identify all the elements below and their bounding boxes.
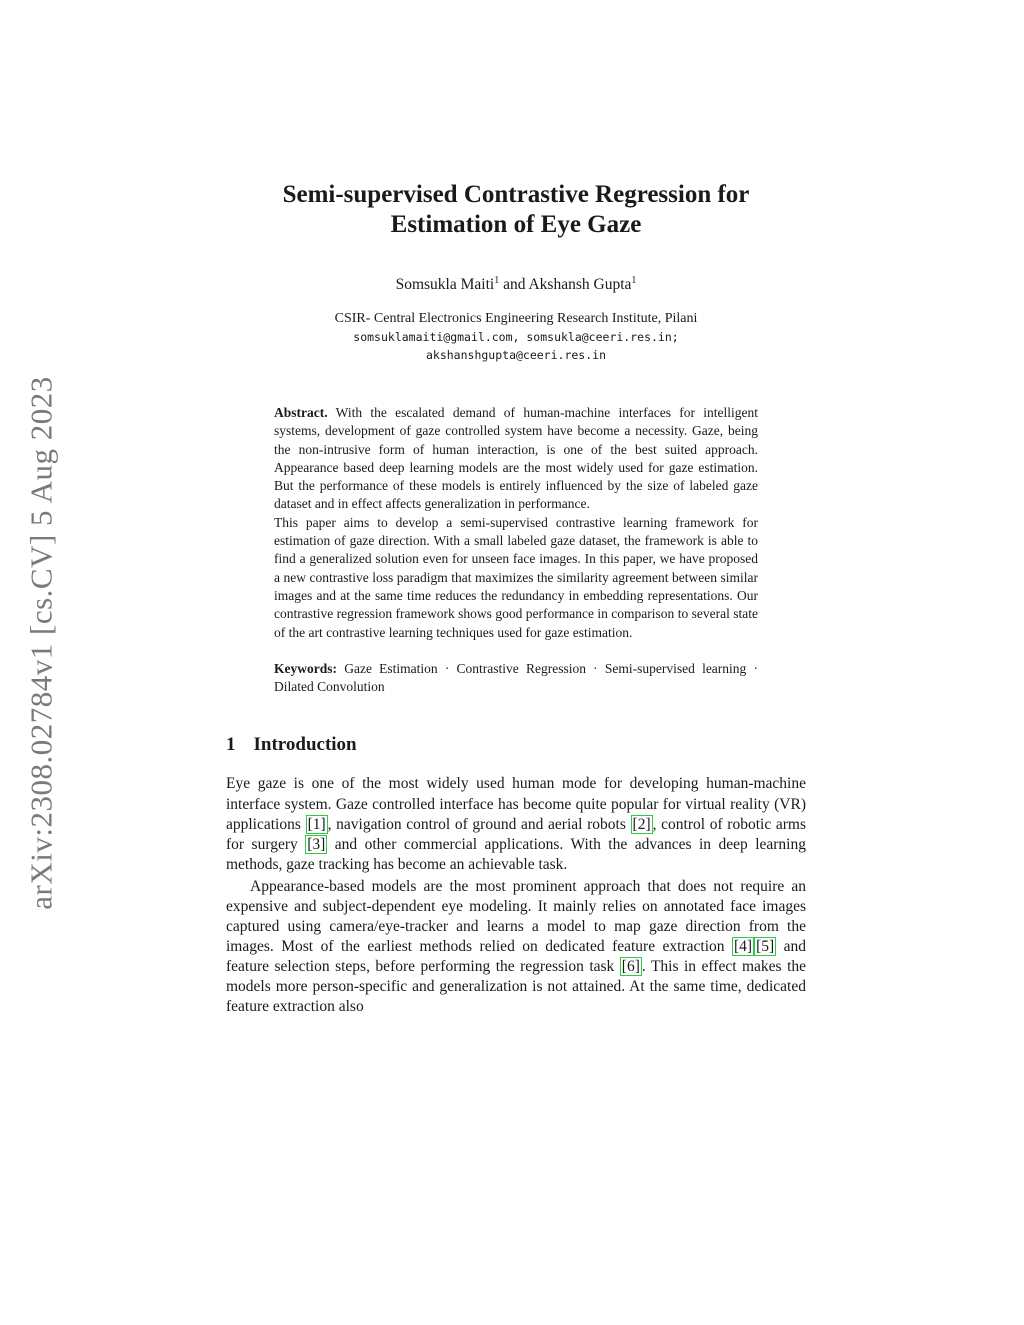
affiliation: CSIR- Central Electronics Engineering Research Institute, Pilani <box>334 311 698 326</box>
title-line-1: Semi-supervised Contrastive Regression for <box>282 181 750 208</box>
intro-p2-text-a: Appearance-based models are the most prominent approach that does not require an expensive and subject-dependent eye modeling. It mainly relies on annotated face images captured using camera/eye-tracker and learns a model to map gaze direction from the images. Most of the earliest methods relied on dedicated feature extraction <box>226 877 806 956</box>
intro-p2-text-c: . This in effect makes the models more person-specific and generalization is not attained. At the same time, dedicated feature extraction also <box>226 958 807 1016</box>
title-line-2: Estimation of Eye Gaze <box>390 211 642 238</box>
intro-paragraph-2 <box>226 877 806 1018</box>
citation-link-4[interactable]: [4] <box>733 938 753 956</box>
citation-link-6[interactable]: [6] <box>621 958 640 976</box>
intro-paragraph-1 <box>226 774 806 874</box>
citation-link-2[interactable]: [2] <box>632 815 651 833</box>
keywords <box>274 660 758 697</box>
introduction-body <box>226 774 806 1017</box>
intro-p1-text-b: , navigation control of ground and aerial robots <box>327 815 631 833</box>
citation-link-1[interactable]: [1] <box>307 815 326 833</box>
section-heading-introduction <box>226 734 806 756</box>
intro-p2-text-b: and feature selection steps, before performing the regression task <box>226 938 806 976</box>
intro-p1-text-a: Eye gaze is one of the most widely used human mode for developing human-machine interface system. Gaze controlled interface has become quite popular for virtual reality (VR) applications <box>226 775 806 833</box>
arxiv-side-stamp <box>14 355 70 930</box>
intro-p1-text-c: , control of robotic arms for surgery <box>226 815 806 853</box>
abstract-label: Abstract. <box>274 405 328 420</box>
author-2-affiliation-mark: 1 <box>631 274 637 286</box>
paper-title <box>226 180 806 240</box>
citation-link-3[interactable]: [3] <box>307 835 326 853</box>
author-1-name: Somsukla Maiti <box>395 276 495 293</box>
section-number: 1 <box>226 734 236 756</box>
citation-link-5[interactable]: [5] <box>756 938 775 956</box>
arxiv-identifier: arXiv:2308.02784v1 [cs.CV] 5 Aug 2023 <box>24 375 59 910</box>
keywords-text: Gaze Estimation · Contrastive Regression · Semi-supervised learning · Dilated Convolution <box>274 660 758 695</box>
section-title: Introduction <box>253 734 357 756</box>
keywords-label: Keywords: <box>274 660 337 676</box>
email-addresses <box>226 328 806 364</box>
author-separator: and <box>499 276 529 293</box>
author-1-affiliation-mark: 1 <box>494 274 500 286</box>
intro-p1-text-d: and other commercial applications. With the advances in deep learning methods, gaze tracking has become an achievable task. <box>226 835 806 873</box>
abstract-text-1: With the escalated demand of human-machine interfaces for intelligent systems, development of gaze controlled system have become a necessity. Gaze, being the non-intrusive form of human interaction, is one of the best suited approach. Appearance based deep learning models are the most widely used for gaze estimation. But the performance of these models is entirely influenced by the size of labeled gaze dataset and in effect affects generalization in performance. <box>274 405 758 512</box>
author-2-name: Akshansh Gupta <box>528 276 632 293</box>
email-line-2: akshanshgupta@ceeri.res.in <box>425 348 606 362</box>
author-list <box>226 276 806 294</box>
paper-page <box>226 180 806 1018</box>
email-line-1: somsuklamaiti@gmail.com, somsukla@ceeri.res.in; <box>353 330 679 344</box>
abstract-paragraph-1 <box>274 404 758 514</box>
abstract <box>274 404 758 642</box>
abstract-paragraph-2: This paper aims to develop a semi-supervised contrastive learning framework for estimation of gaze direction. With a small labeled gaze dataset, the framework is able to find a generalized solution even for unseen face images. In this paper, we have proposed a new contrastive loss paradigm that maximizes the similarity agreement between similar images and at the same time reduces the redundancy in embedding representations. Our contrastive regression framework shows good performance in comparison to several state of the art contrastive learning techniques used for gaze estimation. <box>274 514 758 640</box>
